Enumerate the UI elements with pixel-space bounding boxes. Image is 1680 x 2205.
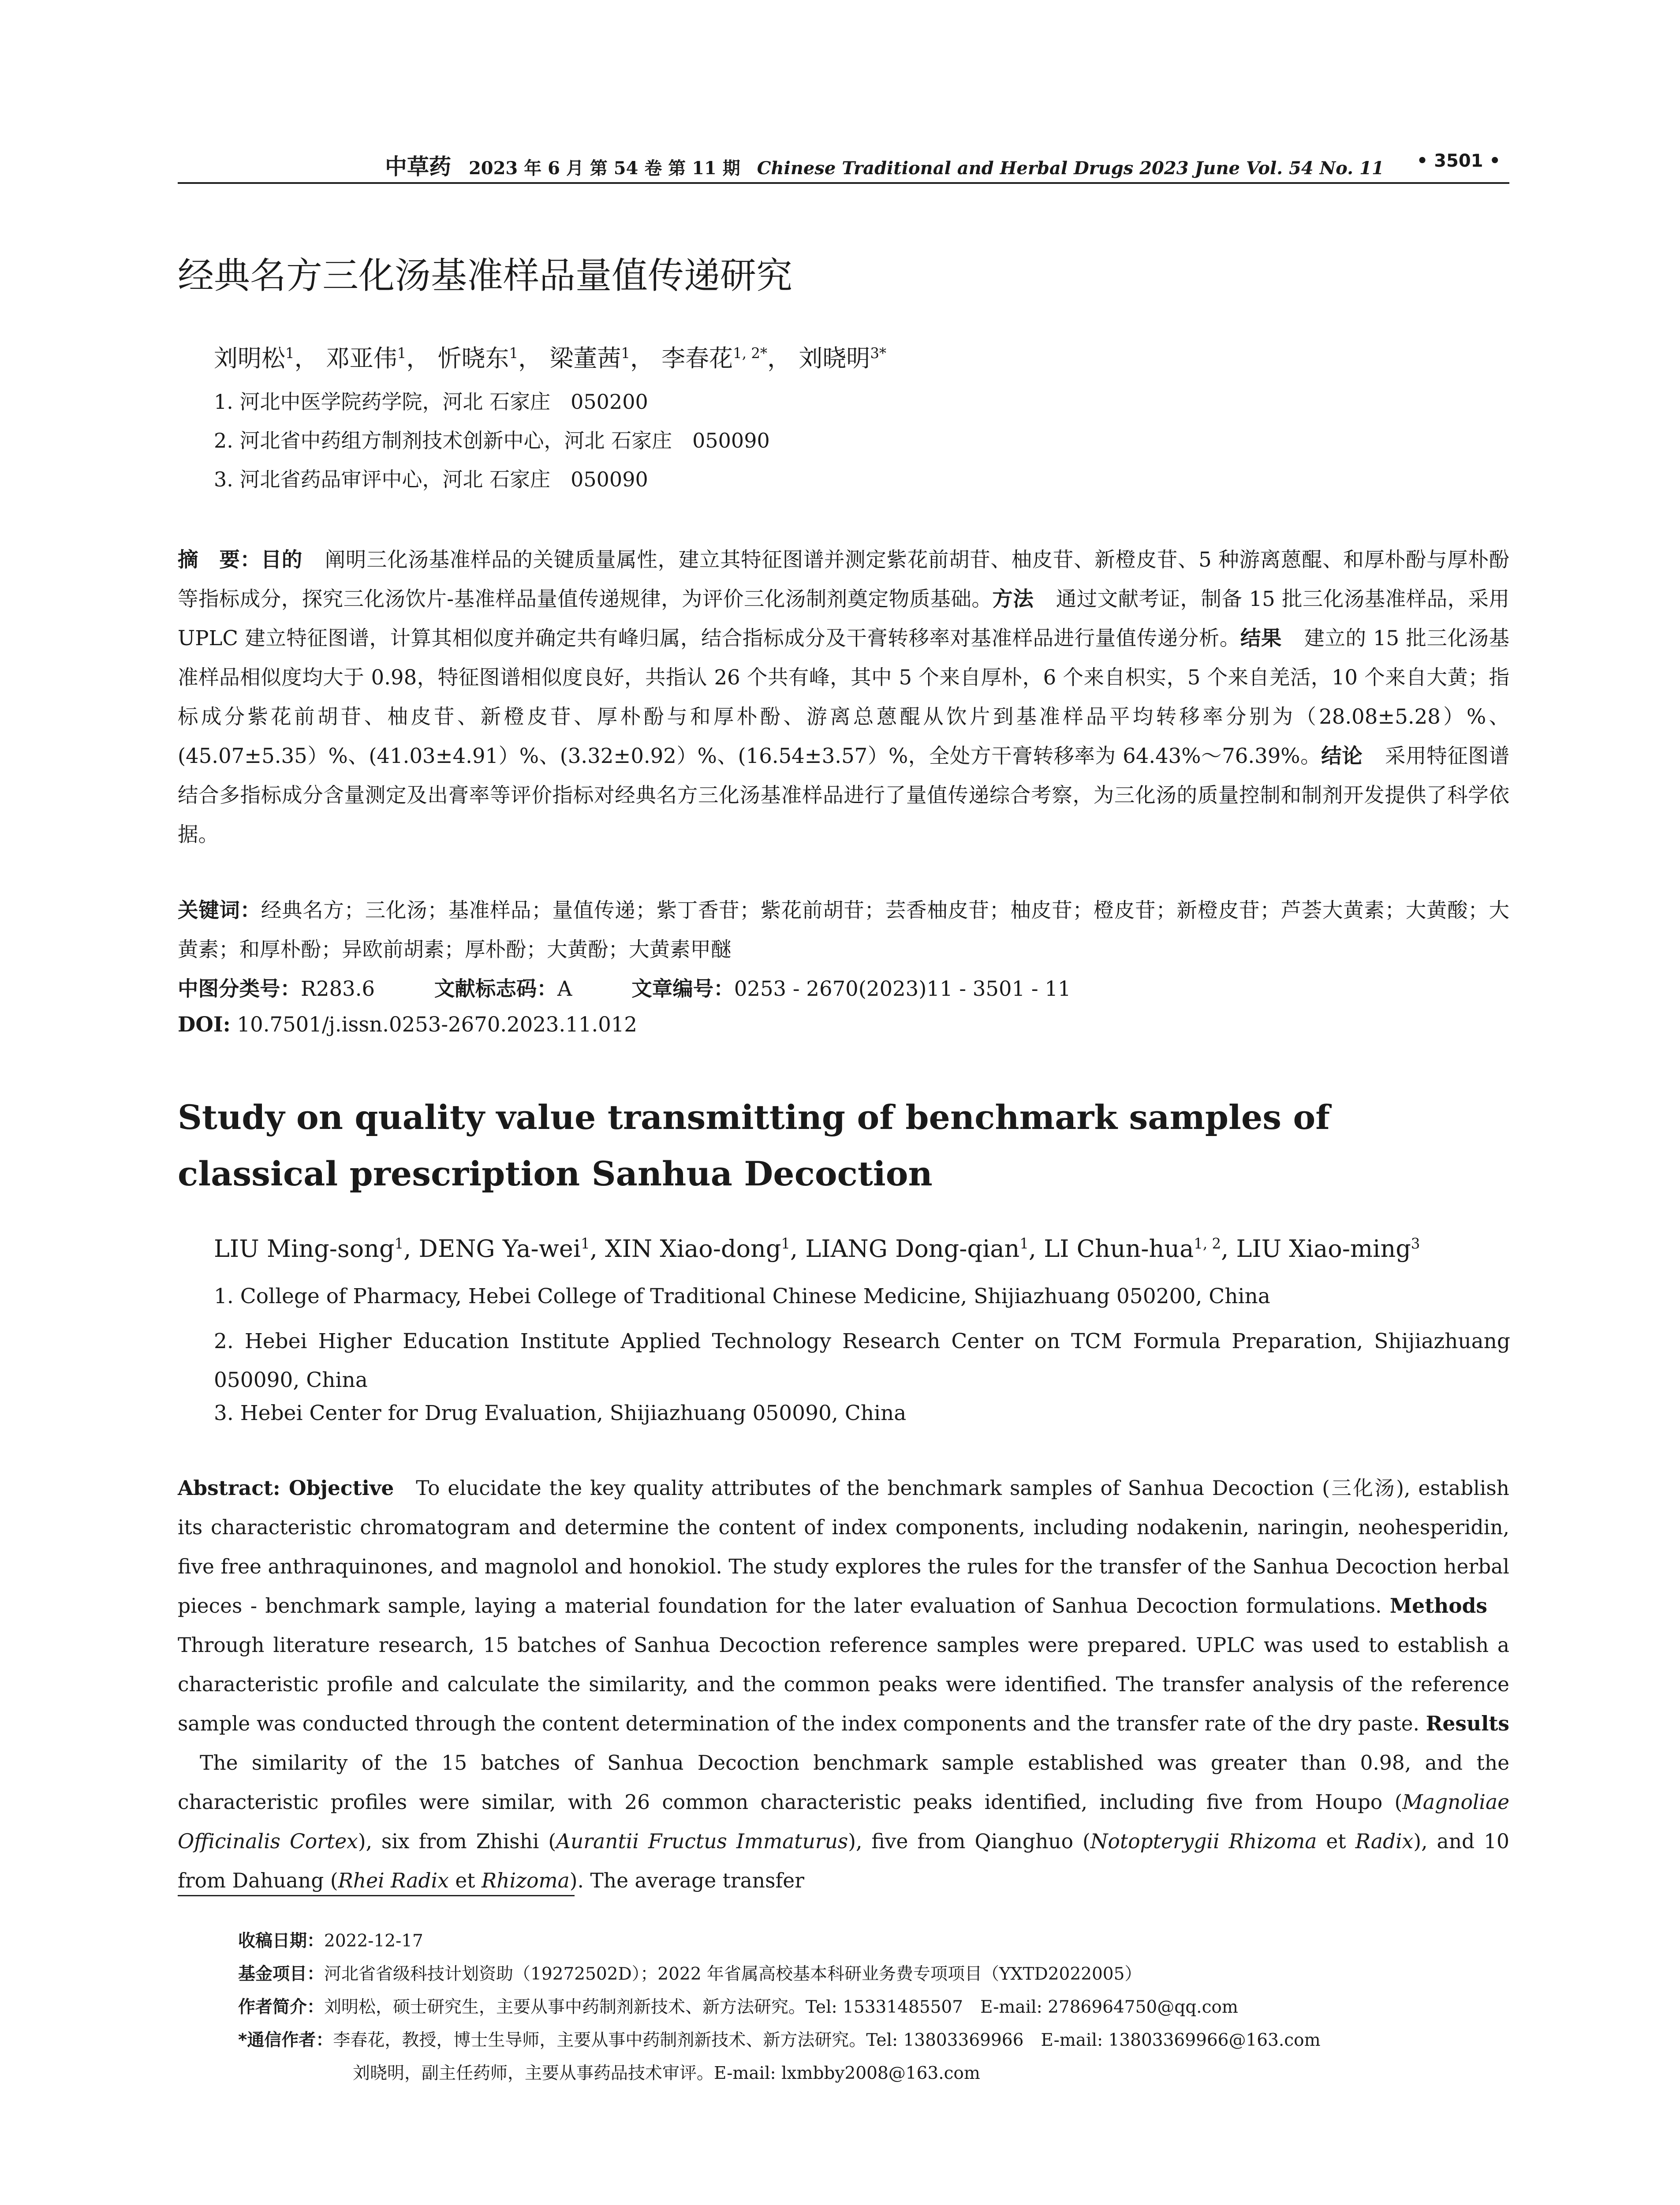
author-zh: 刘明松 <box>214 344 285 372</box>
author-zh: 刘晓明 <box>799 344 870 372</box>
methods-zh: 通过文献考证，制备 15 批三化汤基准样品，采用 UPLC 建立特征图谱，计算其相似度并确定共有峰归属，结合指标成分及干膏转移率对基准样品进行量值传递分析。 <box>178 587 1510 650</box>
author-bio-value: 刘明松，硕士研究生，主要从事中药制剂新技术、新方法研究。Tel: 15331485507 E-mail: 2786964750@qq.com <box>324 1997 1238 2017</box>
received-label: 收稿日期： <box>238 1931 325 1951</box>
journal-logo: 中草药 <box>385 154 451 179</box>
objective-label-zh: 目的 <box>261 548 303 572</box>
author-zh-affil: 1 <box>397 345 407 362</box>
author-zh-affil: 1 <box>621 345 630 362</box>
keywords-label: 关键词： <box>178 898 261 922</box>
results-en-g: ). The average transfer <box>569 1869 804 1892</box>
author-zh: 忻晓东 <box>437 344 509 372</box>
latin-houpo: Magnoliae Officinalis Cortex <box>178 1790 1509 1853</box>
doi-label: DOI: <box>178 1012 231 1036</box>
conclusion-label-zh: 结论 <box>1321 744 1363 768</box>
footnote-divider <box>178 1895 575 1896</box>
doc-code-value: A <box>557 977 572 1001</box>
abstract-en-label: Abstract: Objective <box>178 1476 394 1500</box>
doi-line <box>178 1012 637 1036</box>
page-header <box>178 140 1509 184</box>
results-zh: 建立的 15 批三化汤基准样品相似度均大于 0.98，特征图谱相似度良好，共指认 26 个共有峰，其中 5 个来自厚朴，6 个来自枳实，5 个来自羌活，10 个来自大黄；指标成分紫花前胡苷、柚皮苷、新橙皮苷、厚朴酚与和厚朴酚、游离总蒽醌从饮片到基准样品平均转移率分别为（28.08±5.28）%、(45.07±5.35）%、(41.03±4.91）%、(3.32±0.92）%、(16.54±3.57）%，全处方干膏转移率为 64.43%～76.39%。 <box>178 626 1510 768</box>
author-zh-affil: 1 <box>285 345 295 362</box>
results-en-b: ), six from Zhishi ( <box>358 1830 556 1853</box>
latin-zhishi: Aurantii Fructus Immaturus <box>556 1830 848 1853</box>
methods-label-zh: 方法 <box>992 587 1034 611</box>
results-label-zh: 结果 <box>1240 626 1282 650</box>
abstract-zh <box>178 540 1509 854</box>
latin-dahuang-2: Rhizoma <box>482 1869 570 1892</box>
affiliation-en-1: 1. College of Pharmacy, Hebei College of Traditional Chinese Medicine, Shijiazhuang 050200, China <box>214 1284 1270 1308</box>
author-en: LI Chun-hua <box>1044 1235 1194 1263</box>
objective-zh: 阐明三化汤基准样品的关键质量属性，建立其特征图谱并测定紫花前胡苷、柚皮苷、新橙皮苷、5 种游离蒽醌、和厚朴酚与厚朴酚等指标成分，探究三化汤饮片-基准样品量值传递规律，为评价三化汤制剂奠定物质基础。 <box>178 548 1510 611</box>
footnote-received <box>238 1927 423 1952</box>
author-zh-affil: 1 <box>509 345 519 362</box>
abstract-en <box>178 1469 1509 1900</box>
results-label-en: Results <box>1426 1712 1509 1735</box>
author-en: DENG Ya-wei <box>418 1235 581 1263</box>
author-en-affil: 1 <box>781 1235 791 1252</box>
author-en: XIN Xiao-dong <box>605 1235 781 1263</box>
author-zh-affil: 3* <box>870 345 887 362</box>
author-en-affil: 1 <box>581 1235 590 1252</box>
author-en: LIANG Dong-qian <box>805 1235 1020 1263</box>
author-en-affil: 1, 2 <box>1194 1235 1221 1252</box>
abstract-zh-label: 摘 要： <box>178 548 261 572</box>
doc-code-label: 文献标志码： <box>434 977 557 1001</box>
latin-dahuang: Rhei Radix <box>338 1869 449 1892</box>
clc-value: R283.6 <box>301 977 375 1001</box>
author-en: LIU Xiao-ming <box>1236 1235 1411 1263</box>
author-en-affil: 1 <box>394 1235 404 1252</box>
title-zh: 经典名方三化汤基准样品量值传递研究 <box>178 255 793 297</box>
affiliation-zh-1: 1. 河北中医学院药学院，河北 石家庄 050200 <box>214 390 648 414</box>
classification-line <box>178 972 1124 1002</box>
author-en: LIU Ming-song <box>214 1235 395 1263</box>
results-en-a: The similarity of the 15 batches of Sanhua Decoction benchmark sample established was greater than 0.98, and the characteristic profiles were similar, with 26 common characteristic peaks identified, including five from Houpo ( <box>178 1751 1509 1814</box>
journal-citation <box>385 149 1384 181</box>
results-en-f: et <box>448 1869 482 1892</box>
affiliation-zh-3: 3. 河北省药品审评中心，河北 石家庄 050090 <box>214 467 648 491</box>
page-number: • 3501 • <box>1416 151 1501 171</box>
author-en-affil: 1 <box>1019 1235 1029 1252</box>
footnote-author <box>238 1993 1238 2018</box>
methods-en: Through literature research, 15 batches of Sanhua Decoction reference samples were prepared. UPLC was used to establish a characteristic profile and calculate the similarity, and the common peaks were identified. The transfer analysis of the reference sample was conducted through the content determination of the index components and the transfer rate of the dry paste. <box>178 1633 1509 1735</box>
methods-label-en: Methods <box>1389 1594 1488 1618</box>
footnote-fund <box>238 1960 1142 1985</box>
affiliation-zh-2: 2. 河北省中药组方制剂技术创新中心，河北 石家庄 050090 <box>214 429 770 452</box>
author-en-affil: 3 <box>1411 1235 1420 1252</box>
article-no-value: 0253 - 2670(2023)11 - 3501 - 11 <box>734 977 1071 1001</box>
author-zh-affil: 1, 2* <box>733 345 768 362</box>
title-en: Study on quality value transmitting of benchmark samples of classical prescription Sanhua Decoction <box>178 1098 1330 1193</box>
author-zh: 邓亚伟 <box>325 344 397 372</box>
corresponding-value-2: 刘晓明，副主任药师，主要从事药品技术审评。E-mail: lxmbby2008@163.com <box>353 2063 980 2083</box>
author-bio-label: 作者简介： <box>238 1997 325 2017</box>
authors-zh: 刘明松$^1$， 邓亚伟$^1$， 忻晓东$^1$， 梁董茜$^1$， 李春花$^{1, 2*}$， 刘晓明$^{3*}$ <box>214 344 887 372</box>
author-zh: 梁董茜 <box>549 344 621 372</box>
clc-label: 中图分类号： <box>178 977 301 1001</box>
affiliation-en-3: 3. Hebei Center for Drug Evaluation, Shijiazhuang 050090, China <box>214 1401 907 1425</box>
footnote-corresponding <box>238 2026 1321 2051</box>
latin-qianghuo-2: Radix <box>1355 1830 1414 1853</box>
corresponding-value-1: 李春花，教授，博士生导师，主要从事中药制剂新技术、新方法研究。Tel: 13803369966 E-mail: 13803369966@163.com <box>333 2030 1321 2050</box>
results-en-c: ), five from Qianghuo ( <box>848 1830 1090 1853</box>
latin-qianghuo: Notopterygii Rhizoma <box>1090 1830 1317 1853</box>
results-en-e: ), and 10 from Dahuang ( <box>178 1830 1510 1892</box>
keywords-text: 经典名方；三化汤；基准样品；量值传递；紫丁香苷；紫花前胡苷；芸香柚皮苷；柚皮苷；橙皮苷；新橙皮苷；芦荟大黄素；大黄酸；大黄素；和厚朴酚；异欧前胡素；厚朴酚；大黄酚；大黄素甲醚 <box>178 898 1510 961</box>
authors-en: LIU Ming-song$^1$, DENG Ya-wei$^1$, XIN Xiao-dong$^1$, LIANG Dong-qian$^1$, LI Chun-hua$^{1, 2}$, LIU Xiao-ming$^3$ <box>214 1235 1420 1263</box>
author-zh: 李春花 <box>661 344 733 372</box>
article-no-label: 文章编号： <box>631 977 734 1001</box>
fund-value: 河北省省级科技计划资助（19272502D）；2022 年省属高校基本科研业务费专项项目（YXTD2022005） <box>324 1964 1142 1984</box>
received-value: 2022-12-17 <box>324 1931 423 1951</box>
corresponding-label: *通信作者： <box>238 2030 333 2050</box>
keywords-zh <box>178 891 1509 969</box>
results-en-d: et <box>1317 1830 1355 1853</box>
doi-value[interactable]: 10.7501/j.issn.0253-2670.2023.11.012 <box>230 1013 638 1036</box>
objective-en: To elucidate the key quality attributes of the benchmark samples of Sanhua Decoction (三化汤), establish its characteristic chromatogram and determine the content of index components, including nodakenin, naringin, neohesperidin, five free anthraquinones, and magnolol and honokiol. The study explores the rules for the transfer of the Sanhua Decoction herbal pieces - benchmark sample, laying a material foundation for the later evaluation of Sanhua Decoction formulations. <box>178 1476 1509 1618</box>
fund-label: 基金项目： <box>238 1964 325 1984</box>
journal-issue-zh: 2023 年 6 月 第 54 卷 第 11 期 <box>468 158 740 179</box>
journal-issue-en: Chinese Traditional and Herbal Drugs 2023 June Vol. 54 No. 11 <box>757 158 1384 179</box>
conclusion-zh: 采用特征图谱结合多指标成分含量测定及出膏率等评价指标对经典名方三化汤基准样品进行了量值传递综合考察，为三化汤的质量控制和制剂开发提供了科学依据。 <box>178 744 1510 846</box>
affiliation-en-2: 2. Hebei Higher Education Institute Applied Technology Research Center on TCM Formula Preparation, Shijiazhuang 050090, China <box>214 1329 1510 1392</box>
